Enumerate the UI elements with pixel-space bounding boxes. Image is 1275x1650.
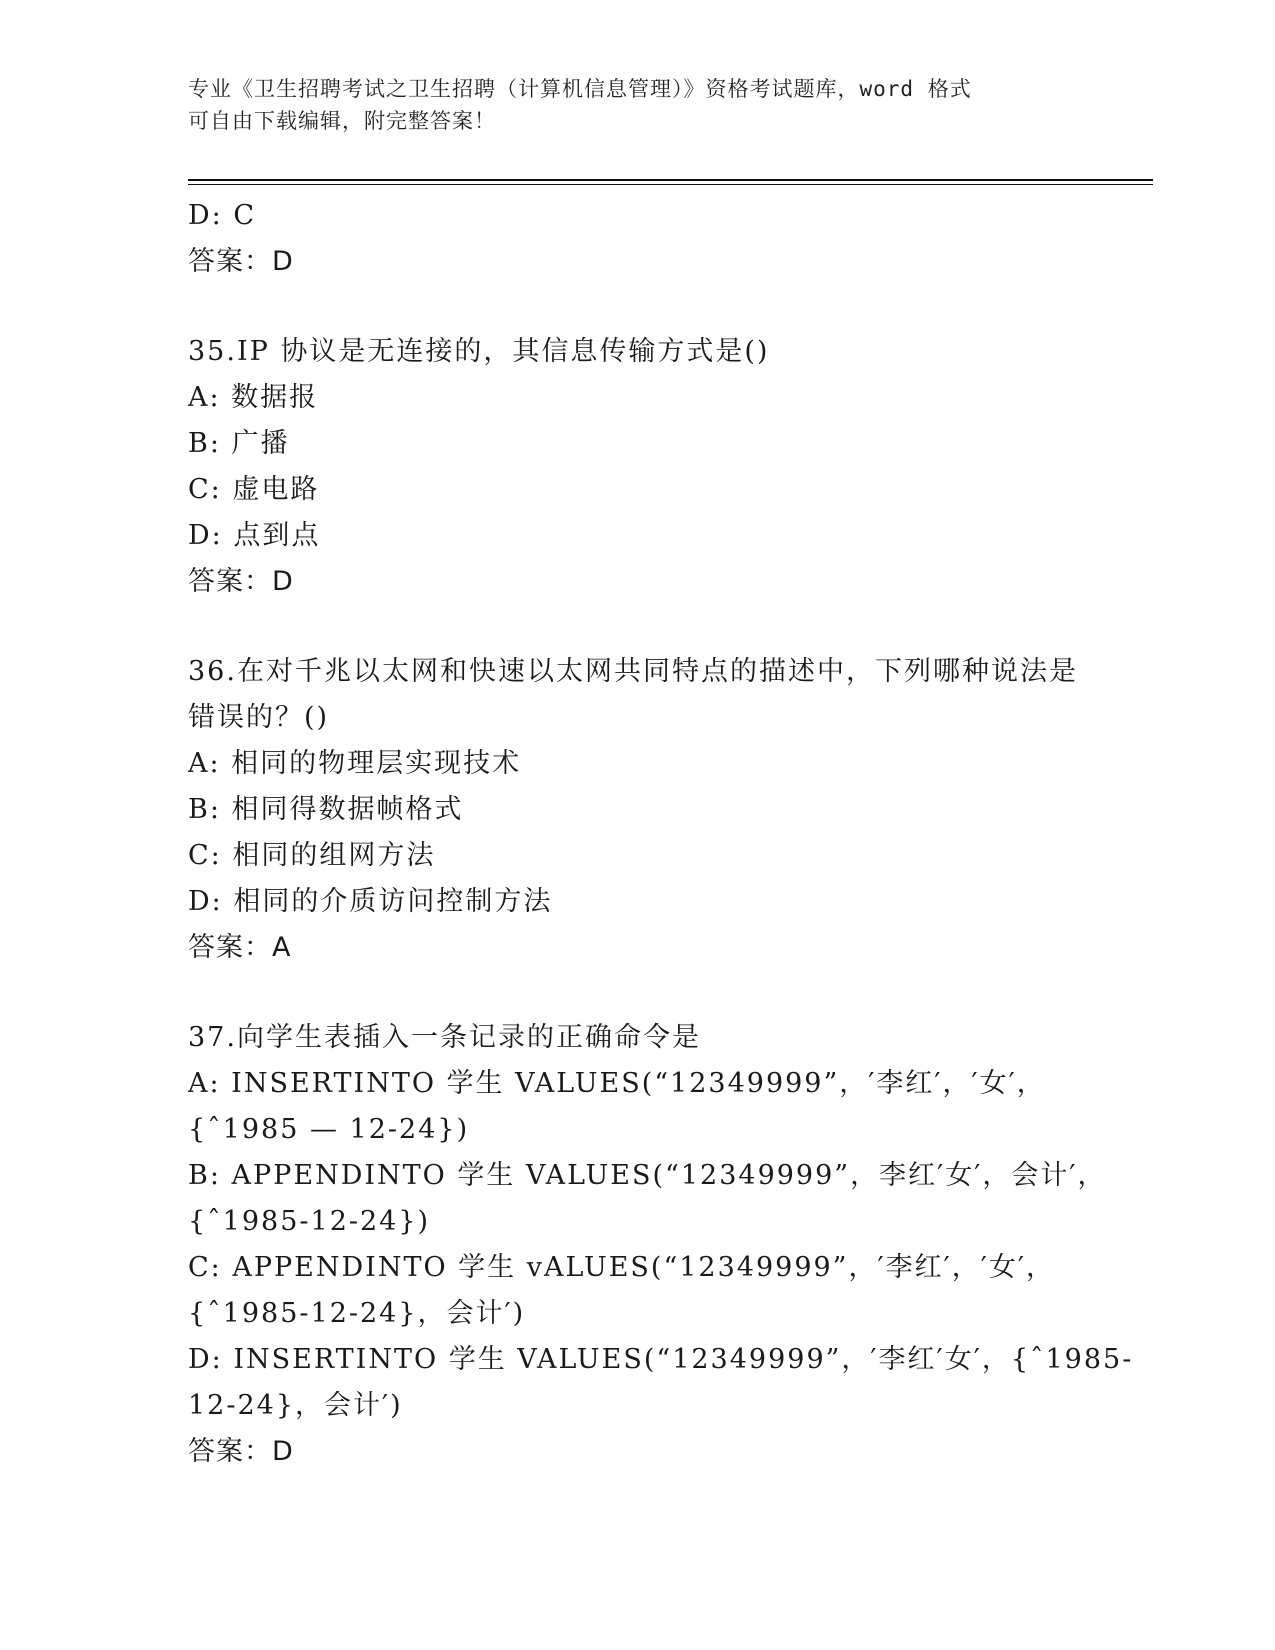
question-stem-continued: 错误的？() (188, 702, 330, 733)
spacer (188, 605, 1088, 649)
option-b: B: 广播 (188, 428, 290, 459)
option-a: A: 数据报 (188, 382, 319, 413)
option-d: D: 点到点 (188, 520, 321, 551)
answer-label: 答案： (188, 246, 272, 277)
spacer (188, 285, 1088, 329)
answer-line (188, 1429, 1088, 1475)
question-stem: 35.IP 协议是无连接的，其信息传输方式是() (188, 336, 770, 367)
option-a: A: 相同的物理层实现技术 (188, 748, 522, 779)
header-divider-thin (188, 184, 1153, 185)
question-37 (188, 1015, 1134, 1475)
spacer (188, 971, 1088, 1015)
option-b-continued: {ˆ1985-12-24}) (188, 1206, 431, 1237)
option-c: C: 虚电路 (188, 474, 320, 505)
answer-value: A (272, 932, 292, 963)
document-header (188, 73, 1088, 137)
answer-label: 答案： (188, 1436, 272, 1467)
previous-question-tail (188, 193, 1088, 285)
header-line-1: 专业《卫生招聘考试之卫生招聘（计算机信息管理）》资格考试题库，word 格式 (188, 77, 972, 101)
answer-line (188, 925, 1088, 971)
option-d: D: INSERTINTO 学生 VALUES(“12349999”，′李红′女′，{ˆ1985- (188, 1344, 1134, 1375)
answer-value: D (272, 1436, 294, 1467)
option-d: D: 相同的介质访问控制方法 (188, 886, 553, 917)
answer-label: 答案： (188, 566, 272, 597)
answer-line (188, 559, 1088, 605)
header-divider-thick (188, 179, 1153, 181)
option-c: C: APPENDINTO 学生 vALUES(“12349999”，′李红′，′女′， (188, 1252, 1056, 1283)
option-b: B: APPENDINTO 学生 VALUES(“12349999”，李红′女′，会计′， (188, 1160, 1107, 1191)
option-c-continued: {ˆ1985-12-24}，会计′) (188, 1298, 526, 1329)
answer-value: D (272, 566, 294, 597)
option-b: B: 相同得数据帧格式 (188, 794, 464, 825)
answer-label: 答案： (188, 932, 272, 963)
option-d-continued: 12-24}，会计′) (188, 1390, 403, 1421)
question-36 (188, 649, 1088, 971)
option-c: C: 相同的组网方法 (188, 840, 436, 871)
option-a: A: INSERTINTO 学生 VALUES(“12349999”，′李红′，′女′， (188, 1068, 1046, 1099)
option-a-continued: {ˆ1985 — 12-24}) (188, 1114, 470, 1145)
header-line-2: 可自由下载编辑，附完整答案！ (188, 109, 496, 133)
question-content (188, 193, 1134, 1475)
question-stem: 37.向学生表插入一条记录的正确命令是 (188, 1022, 701, 1053)
answer-value: D (272, 246, 294, 277)
option-d: D: C (188, 200, 256, 231)
question-35 (188, 329, 1088, 605)
answer-line (188, 239, 1088, 285)
question-stem: 36.在对千兆以太网和快速以太网共同特点的描述中，下列哪种说法是 (188, 656, 1078, 687)
